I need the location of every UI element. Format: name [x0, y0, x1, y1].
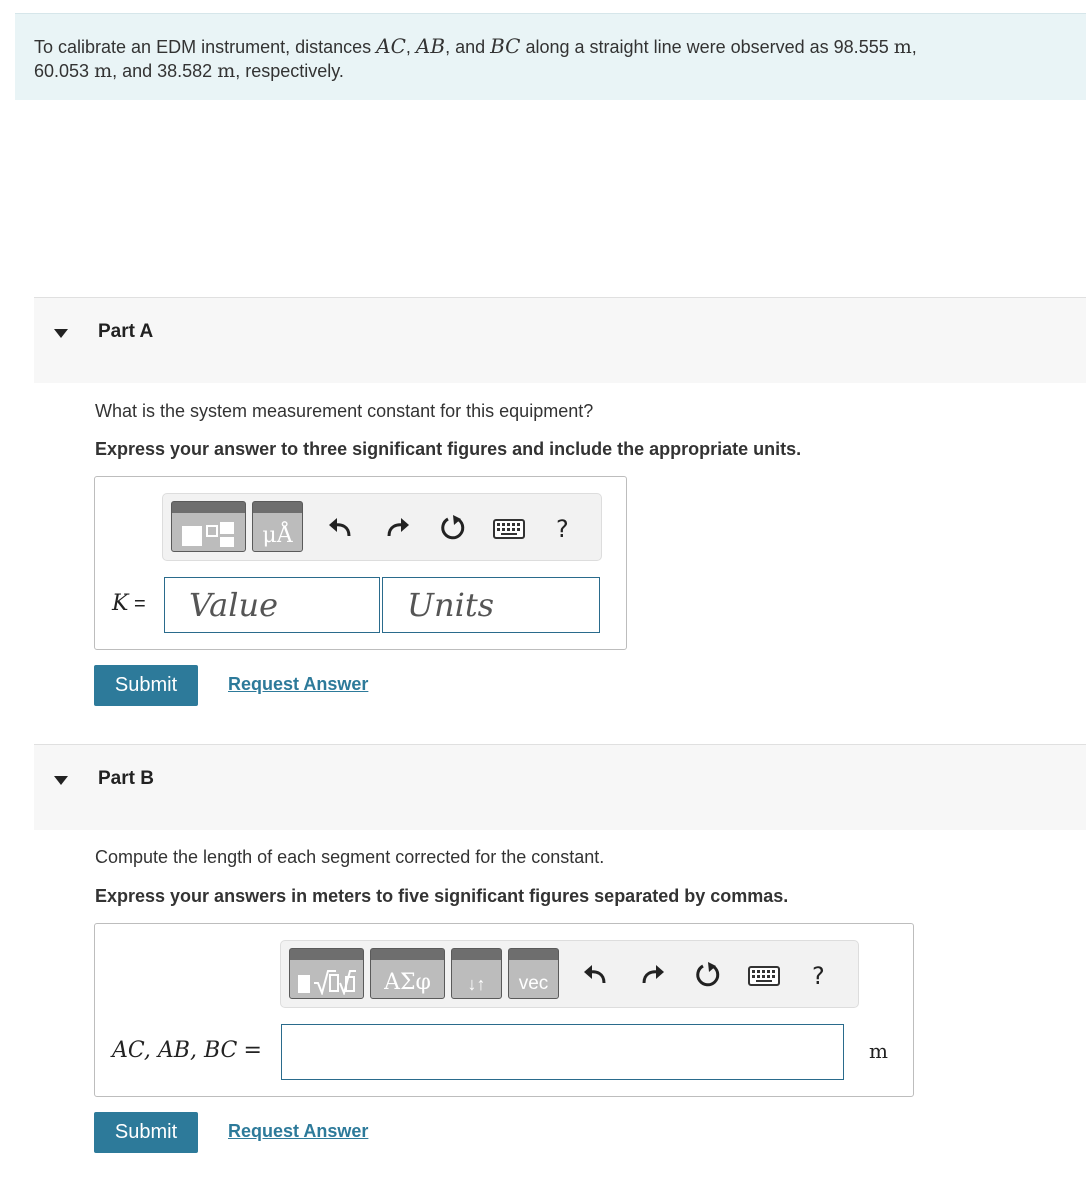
part-a-title: Part A — [98, 321, 154, 342]
part-b-header[interactable] — [34, 744, 1086, 830]
units-icon: μÅ — [262, 523, 293, 548]
unit-label: m — [869, 1039, 888, 1063]
part-a-question: What is the system measurement constant for this equipment? — [95, 401, 594, 421]
intro-text: , and 38.582 — [112, 61, 218, 81]
k-label — [112, 591, 146, 616]
equals-sign: = — [134, 593, 146, 615]
intro-sep: , — [405, 37, 416, 57]
part-a-header[interactable] — [34, 297, 1086, 383]
part-b-instruction: Express your answers in meters to five significant figures separated by commas. — [95, 886, 789, 906]
reset-icon[interactable] — [439, 514, 467, 542]
math-bc: BC — [490, 34, 521, 58]
part-a-instruction: Express your answer to three significant figures and include the appropriate units. — [95, 439, 802, 459]
math-ab: AB — [415, 34, 446, 58]
templates-button[interactable] — [289, 948, 364, 999]
collapse-triangle-icon[interactable] — [54, 776, 68, 785]
math-ac: AC — [376, 34, 406, 58]
unit-m: m — [217, 60, 236, 82]
templates-button[interactable] — [171, 501, 246, 552]
k-variable: K — [112, 591, 129, 616]
intro-text: along a straight line were observed as 98.555 — [520, 37, 894, 57]
part-a-answer-box — [94, 476, 627, 650]
segments-label — [112, 1037, 262, 1063]
part-a-request-answer-link[interactable]: Request Answer — [228, 674, 369, 694]
reset-icon[interactable] — [694, 961, 722, 989]
segments-input[interactable] — [281, 1024, 844, 1080]
unit-m: m — [893, 36, 912, 58]
vector-button[interactable] — [508, 948, 559, 999]
help-icon[interactable]: ? — [812, 962, 825, 990]
greek-symbols-button[interactable] — [370, 948, 445, 999]
part-b-answer-box — [94, 923, 914, 1097]
intro-sep: , and — [445, 37, 491, 57]
intro-sep: , — [911, 37, 917, 57]
intro-text: 60.053 — [34, 61, 95, 81]
help-icon[interactable]: ? — [556, 515, 569, 543]
keyboard-icon[interactable] — [748, 966, 780, 986]
redo-icon[interactable] — [640, 963, 666, 987]
intro-text: , respectively. — [235, 61, 344, 81]
part-b-request-answer-link[interactable]: Request Answer — [228, 1121, 369, 1141]
unit-m: m — [94, 60, 113, 82]
greek-icon: ΑΣφ — [384, 970, 431, 995]
radical-templates-icon — [296, 967, 358, 995]
segments-variable: AC, AB, BC — [112, 1038, 238, 1063]
keyboard-icon[interactable] — [493, 519, 525, 539]
part-a-toolbar — [162, 493, 602, 561]
part-b-toolbar — [280, 940, 859, 1008]
undo-icon[interactable] — [327, 516, 353, 540]
intro-text: To calibrate an EDM instrument, distances — [34, 37, 377, 57]
arrows-icon: ↓↑ — [467, 974, 486, 994]
arrows-button[interactable] — [451, 948, 502, 999]
problem-statement — [15, 13, 1086, 100]
units-input[interactable]: Units — [382, 577, 600, 633]
redo-icon[interactable] — [385, 516, 411, 540]
value-input[interactable]: Value — [164, 577, 380, 633]
part-a-submit-button[interactable]: Submit — [94, 665, 198, 706]
undo-icon[interactable] — [582, 963, 608, 987]
units-button[interactable] — [252, 501, 303, 552]
vec-icon: vec — [518, 973, 549, 994]
templates-icon — [180, 520, 238, 548]
equals-sign: = — [243, 1038, 262, 1063]
part-b-question: Compute the length of each segment corrected for the constant. — [95, 847, 605, 867]
part-b-submit-button[interactable]: Submit — [94, 1112, 198, 1153]
part-b-title: Part B — [98, 768, 154, 789]
collapse-triangle-icon[interactable] — [54, 329, 68, 338]
